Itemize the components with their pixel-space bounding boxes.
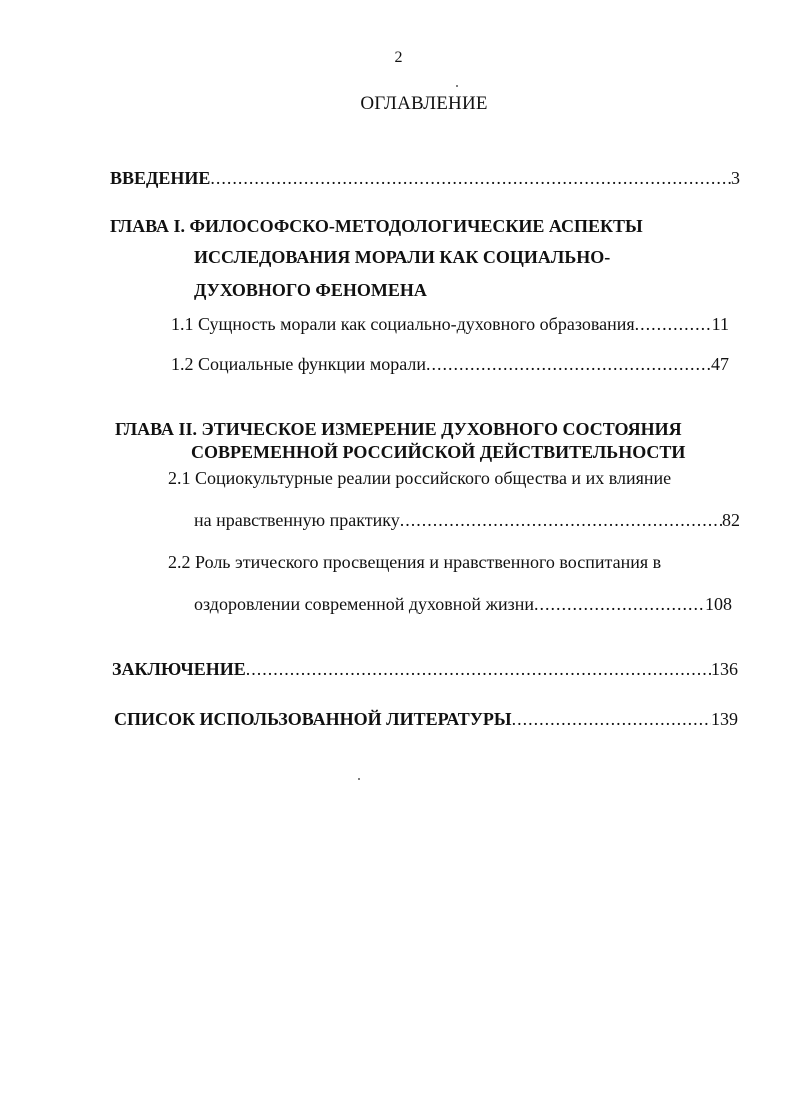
toc-entry-title: на нравственную практику xyxy=(194,510,400,530)
toc-heading: ОГЛАВЛЕНИЕ xyxy=(360,93,488,114)
dot-leader xyxy=(210,167,731,189)
toc-entry-bibliography[interactable] xyxy=(114,708,738,730)
toc-entry-title: 1.1 Сущность морали как социально-духовного образования xyxy=(171,314,635,334)
toc-entry-title: ВВЕДЕНИЕ xyxy=(110,168,211,188)
toc-entry-title: оздоровлении современной духовной жизни xyxy=(194,594,535,614)
toc-entry-page: 82 xyxy=(722,510,740,530)
toc-entry-page: 11 xyxy=(711,314,729,334)
chapter-1-title-line-2[interactable]: ИССЛЕДОВАНИЯ МОРАЛИ КАК СОЦИАЛЬНО- xyxy=(194,247,611,267)
dot-leader xyxy=(534,593,705,615)
toc-entry-page: 108 xyxy=(705,594,732,614)
toc-entry-section-2-1[interactable] xyxy=(194,509,740,531)
toc-entry-page: 136 xyxy=(711,659,738,679)
dot-leader xyxy=(246,658,711,680)
chapter-1-title-line-3[interactable]: ДУХОВНОГО ФЕНОМЕНА xyxy=(194,280,427,300)
page-number: 2 xyxy=(394,49,403,66)
dot-leader xyxy=(426,353,711,375)
toc-entry-conclusion[interactable] xyxy=(112,658,738,680)
toc-entry-page: 47 xyxy=(711,354,729,374)
section-2-1-line-1[interactable]: 2.1 Социокультурные реалии российского общества и их влияние xyxy=(168,468,672,488)
toc-entry-introduction[interactable] xyxy=(110,167,740,189)
toc-entry-title: ЗАКЛЮЧЕНИЕ xyxy=(112,659,246,679)
toc-entry-title: СПИСОК ИСПОЛЬЗОВАННОЙ ЛИТЕРАТУРЫ xyxy=(114,709,512,729)
section-2-2-line-1[interactable]: 2.2 Роль этического просвещения и нравственного воспитания в xyxy=(168,552,662,572)
toc-entry-section-1-2[interactable] xyxy=(171,353,729,375)
toc-entry-page: 139 xyxy=(711,709,738,729)
scan-speck xyxy=(358,778,360,780)
toc-entry-title: 1.2 Социальные функции морали xyxy=(171,354,426,374)
dot-leader xyxy=(400,509,722,531)
dot-leader xyxy=(512,708,711,730)
chapter-1-title-line-1[interactable]: ГЛАВА I. ФИЛОСОФСКО-МЕТОДОЛОГИЧЕСКИЕ АСПЕКТЫ xyxy=(110,216,643,236)
toc-entry-page: 3 xyxy=(731,168,740,188)
toc-entry-section-2-2[interactable] xyxy=(194,593,732,615)
scan-speck xyxy=(456,85,458,87)
chapter-2-title-line-2[interactable]: СОВРЕМЕННОЙ РОССИЙСКОЙ ДЕЙСТВИТЕЛЬНОСТИ xyxy=(191,442,686,462)
chapter-2-title-line-1[interactable]: ГЛАВА II. ЭТИЧЕСКОЕ ИЗМЕРЕНИЕ ДУХОВНОГО СОСТОЯНИЯ xyxy=(115,419,682,439)
dot-leader xyxy=(635,313,712,335)
toc-entry-section-1-1[interactable] xyxy=(171,313,729,335)
